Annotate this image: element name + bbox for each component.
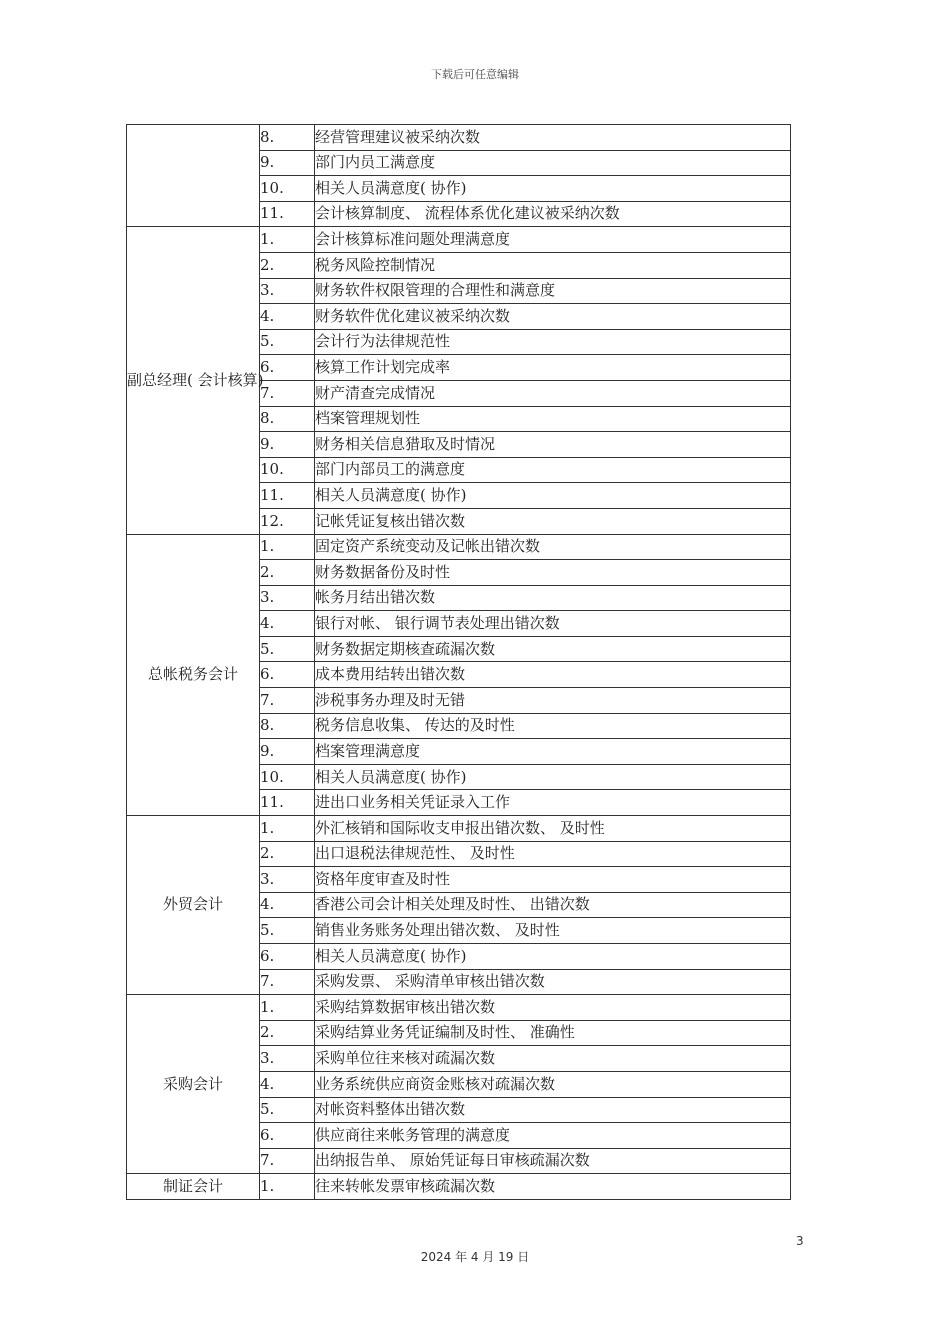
item-text: 部门内部员工的满意度 <box>315 457 791 483</box>
item-number: 6. <box>260 944 315 970</box>
item-number: 8. <box>260 406 315 432</box>
item-text: 会计核算制度、 流程体系优化建议被采纳次数 <box>315 201 791 227</box>
item-text: 供应商往来帐务管理的满意度 <box>315 1123 791 1149</box>
role-cell <box>127 125 260 227</box>
item-number: 2. <box>260 841 315 867</box>
item-number: 6. <box>260 355 315 381</box>
item-number: 12. <box>260 508 315 534</box>
item-text: 相关人员满意度( 协作) <box>315 764 791 790</box>
item-text: 进出口业务相关凭证录入工作 <box>315 790 791 816</box>
item-text: 采购结算业务凭证编制及时性、 准确性 <box>315 1020 791 1046</box>
item-number: 10. <box>260 457 315 483</box>
item-text: 销售业务账务处理出错次数、 及时性 <box>315 918 791 944</box>
item-text: 经营管理建议被采纳次数 <box>315 125 791 151</box>
item-number: 3. <box>260 1046 315 1072</box>
item-text: 财务软件优化建议被采纳次数 <box>315 304 791 330</box>
item-number: 3. <box>260 867 315 893</box>
item-text: 香港公司会计相关处理及时性、 出错次数 <box>315 892 791 918</box>
table-row <box>127 534 791 560</box>
item-number: 1. <box>260 534 315 560</box>
item-text: 往来转帐发票审核疏漏次数 <box>315 1174 791 1200</box>
item-number: 10. <box>260 764 315 790</box>
item-text: 成本费用结转出错次数 <box>315 662 791 688</box>
item-text: 财务数据定期核查疏漏次数 <box>315 636 791 662</box>
item-number: 11. <box>260 790 315 816</box>
item-number: 7. <box>260 380 315 406</box>
table-row <box>127 125 791 151</box>
role-cell: 外贸会计 <box>127 816 260 995</box>
role-cell: 总帐税务会计 <box>127 534 260 816</box>
item-text: 业务系统供应商资金账核对疏漏次数 <box>315 1071 791 1097</box>
item-text: 财务相关信息猎取及时情况 <box>315 432 791 458</box>
item-number: 4. <box>260 1071 315 1097</box>
footer-date: 2024 年 4 月 19 日 <box>420 1250 530 1264</box>
item-text: 银行对帐、 银行调节表处理出错次数 <box>315 611 791 637</box>
item-text: 固定资产系统变动及记帐出错次数 <box>315 534 791 560</box>
item-number: 9. <box>260 432 315 458</box>
item-number: 4. <box>260 611 315 637</box>
item-number: 11. <box>260 201 315 227</box>
table-row <box>127 995 791 1021</box>
table-row <box>127 227 791 253</box>
item-text: 采购结算数据审核出错次数 <box>315 995 791 1021</box>
item-number: 7. <box>260 1148 315 1174</box>
item-text: 对帐资料整体出错次数 <box>315 1097 791 1123</box>
item-number: 8. <box>260 713 315 739</box>
item-number: 11. <box>260 483 315 509</box>
item-number: 7. <box>260 688 315 714</box>
item-number: 5. <box>260 329 315 355</box>
item-text: 采购单位往来核对疏漏次数 <box>315 1046 791 1072</box>
item-text: 帐务月结出错次数 <box>315 585 791 611</box>
item-number: 5. <box>260 636 315 662</box>
item-number: 6. <box>260 1123 315 1149</box>
item-text: 税务信息收集、 传达的及时性 <box>315 713 791 739</box>
role-cell: 副总经理( 会计核算) <box>127 227 260 534</box>
item-text: 出口退税法律规范性、 及时性 <box>315 841 791 867</box>
item-number: 6. <box>260 662 315 688</box>
item-text: 涉税事务办理及时无错 <box>315 688 791 714</box>
role-cell: 采购会计 <box>127 995 260 1174</box>
item-number: 1. <box>260 816 315 842</box>
item-text: 采购发票、 采购清单审核出错次数 <box>315 969 791 995</box>
item-number: 5. <box>260 918 315 944</box>
item-number: 1. <box>260 1174 315 1200</box>
item-number: 7. <box>260 969 315 995</box>
item-text: 会计行为法律规范性 <box>315 329 791 355</box>
item-number: 5. <box>260 1097 315 1123</box>
role-cell: 制证会计 <box>127 1174 260 1200</box>
item-number: 8. <box>260 125 315 151</box>
item-number: 2. <box>260 560 315 586</box>
item-text: 外汇核销和国际收支申报出错次数、 及时性 <box>315 816 791 842</box>
item-number: 4. <box>260 304 315 330</box>
item-text: 相关人员满意度( 协作) <box>315 176 791 202</box>
page-header: 下载后可任意编辑 <box>431 68 519 81</box>
item-text: 核算工作计划完成率 <box>315 355 791 381</box>
kpi-table-body <box>127 125 791 1200</box>
item-text: 出纳报告单、 原始凭证每日审核疏漏次数 <box>315 1148 791 1174</box>
item-text: 相关人员满意度( 协作) <box>315 944 791 970</box>
item-text: 税务风险控制情况 <box>315 252 791 278</box>
page-number: 3 <box>796 1234 804 1248</box>
item-text: 财务软件权限管理的合理性和满意度 <box>315 278 791 304</box>
table-row <box>127 816 791 842</box>
item-text: 财产清查完成情况 <box>315 380 791 406</box>
item-number: 9. <box>260 739 315 765</box>
item-number: 3. <box>260 585 315 611</box>
item-number: 1. <box>260 227 315 253</box>
table-row <box>127 1174 791 1200</box>
item-text: 财务数据备份及时性 <box>315 560 791 586</box>
kpi-table <box>126 124 791 1200</box>
item-text: 档案管理满意度 <box>315 739 791 765</box>
item-text: 部门内员工满意度 <box>315 150 791 176</box>
item-text: 档案管理规划性 <box>315 406 791 432</box>
item-number: 2. <box>260 1020 315 1046</box>
item-number: 1. <box>260 995 315 1021</box>
item-number: 9. <box>260 150 315 176</box>
item-number: 10. <box>260 176 315 202</box>
item-text: 记帐凭证复核出错次数 <box>315 508 791 534</box>
item-number: 4. <box>260 892 315 918</box>
item-text: 会计核算标准问题处理满意度 <box>315 227 791 253</box>
item-number: 2. <box>260 252 315 278</box>
item-text: 资格年度审查及时性 <box>315 867 791 893</box>
item-number: 3. <box>260 278 315 304</box>
item-text: 相关人员满意度( 协作) <box>315 483 791 509</box>
